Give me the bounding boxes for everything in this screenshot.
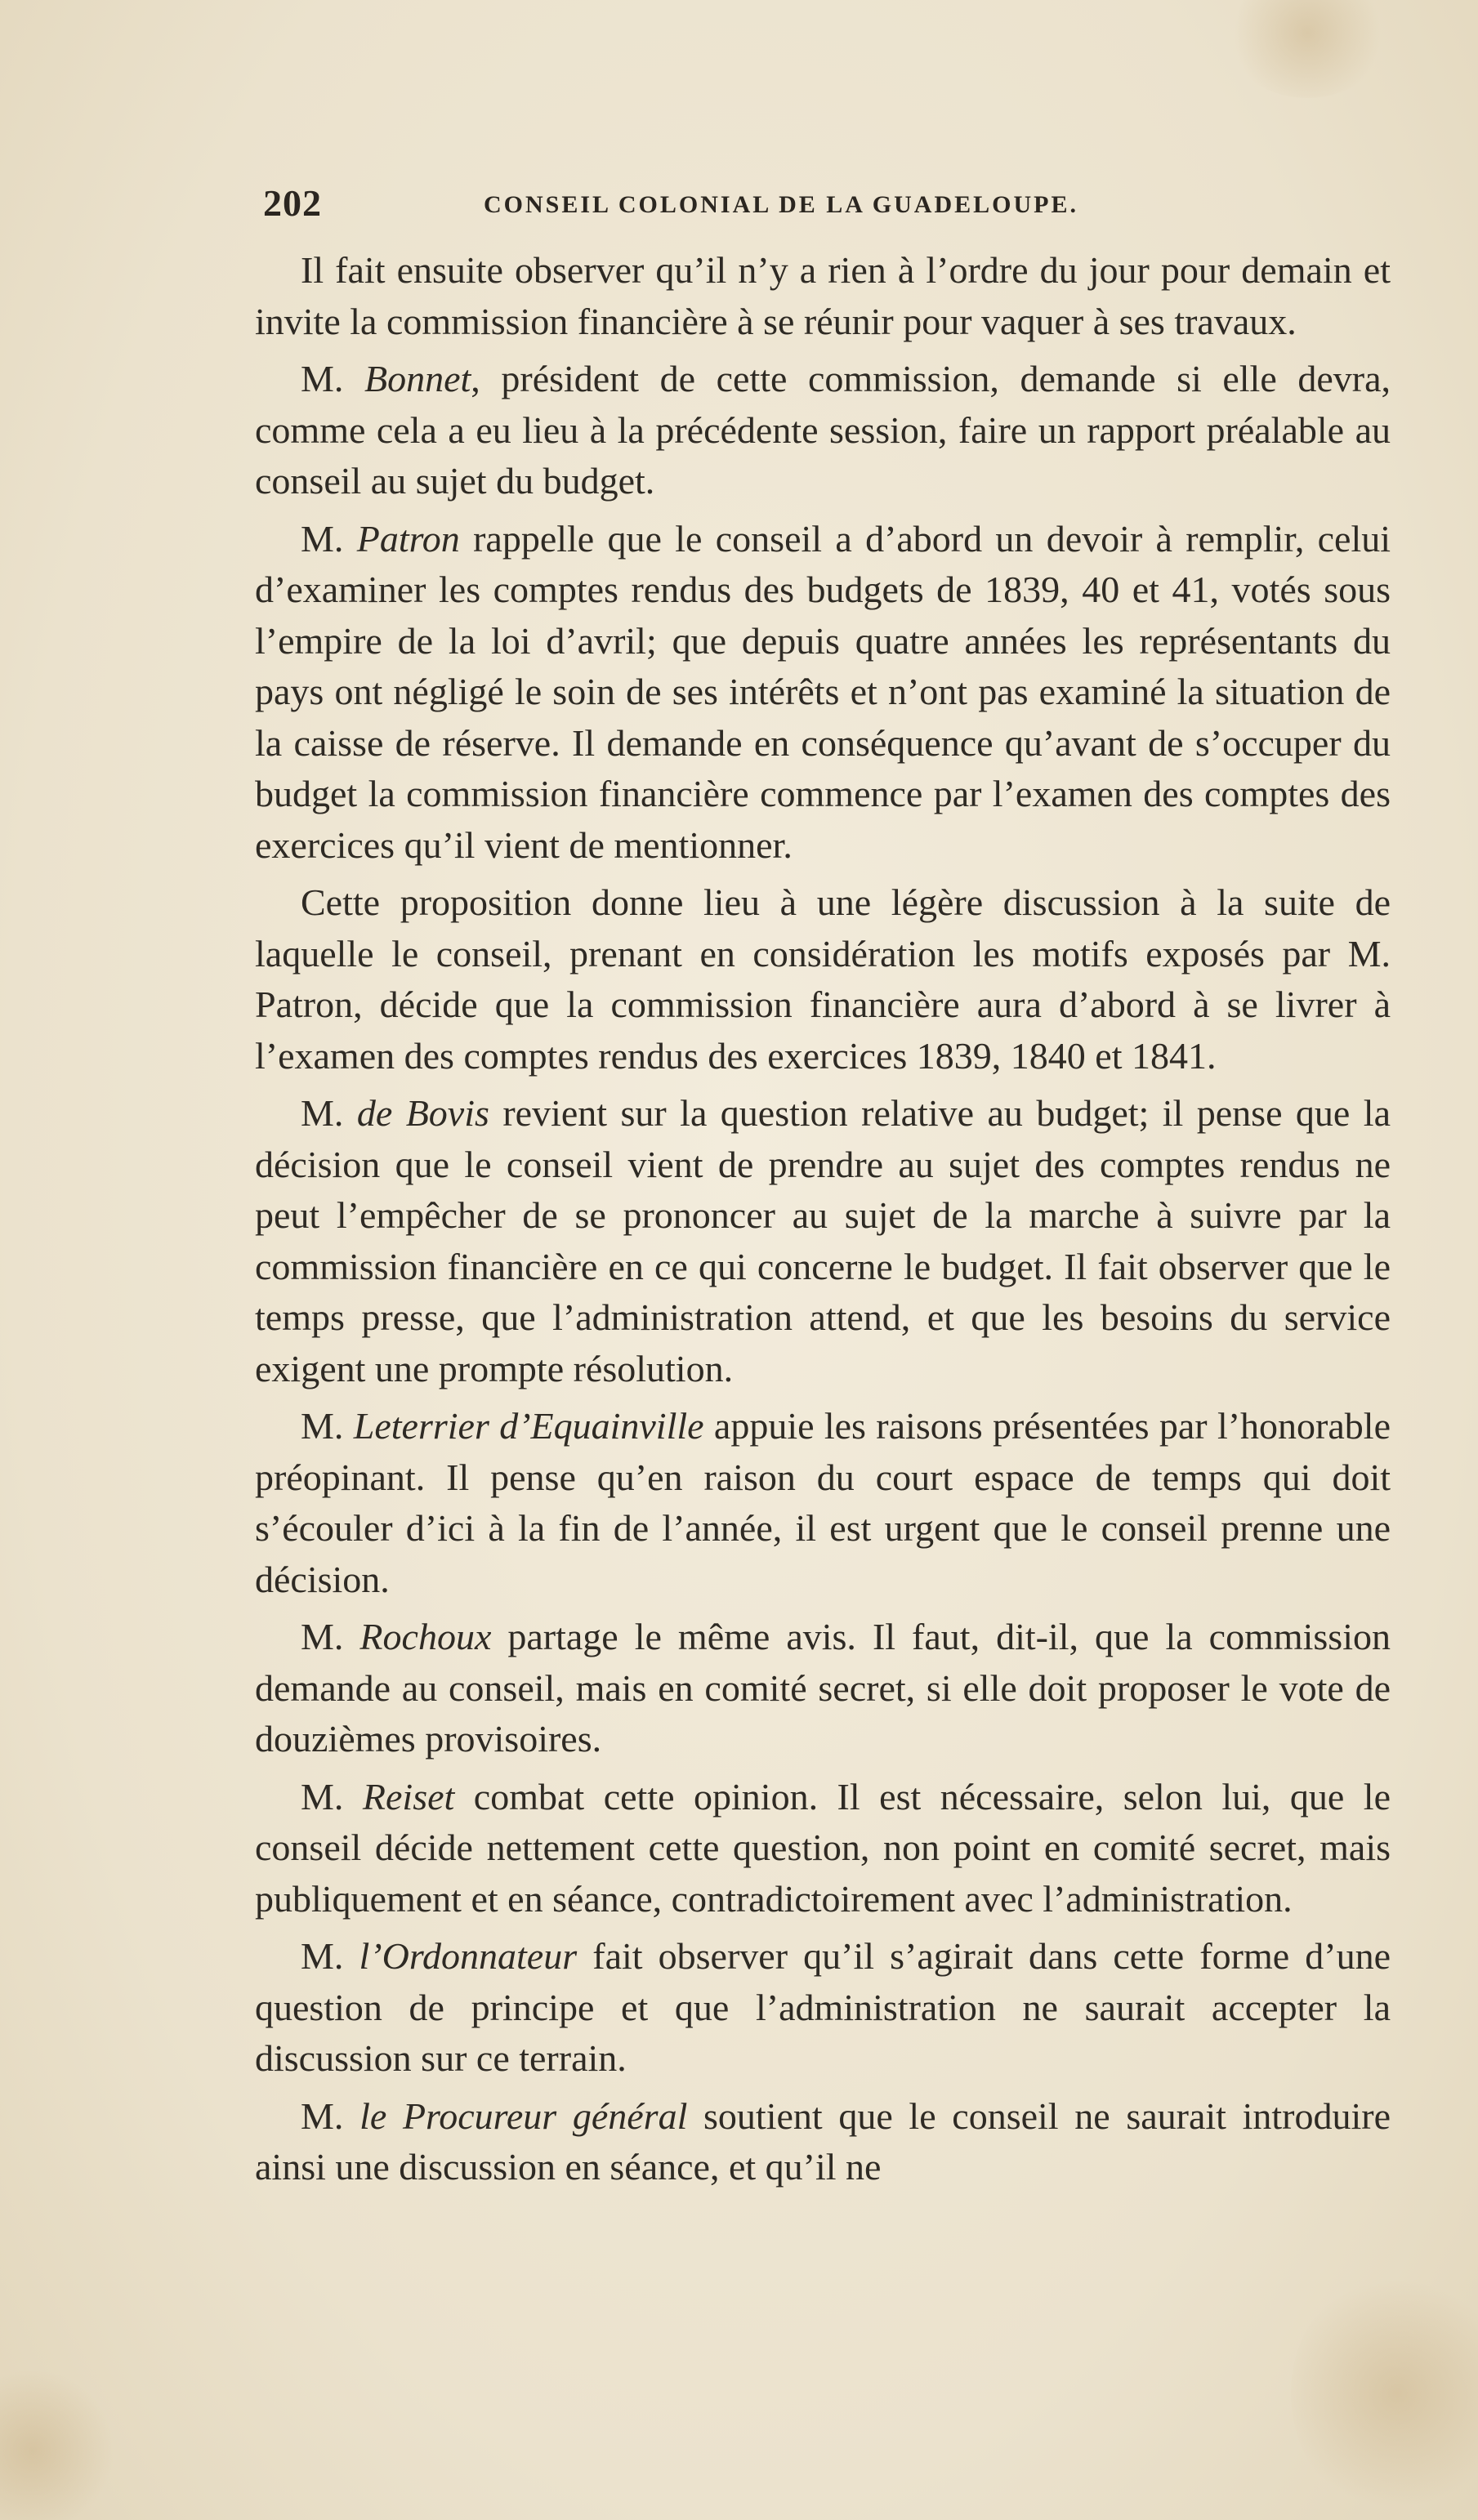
paragraph-prefix: M. [301,1935,359,1977]
paragraph-prefix: M. [301,358,364,399]
paragraph [255,1088,1391,1394]
paragraph [255,1931,1391,2085]
paragraph-prefix: M. [301,1616,360,1657]
paragraph-text: , président de cette commission, demande si elle devra, comme cela a eu lieu à la précédente session, faire un rapport préalable au conseil au sujet du budget. [255,358,1391,502]
page-header [263,181,1145,230]
paragraph-text: soutient que le conseil ne saurait introduire ainsi une discussion en séance, et qu’il ne [255,2094,1391,2188]
paragraph [255,514,1391,872]
speaker-name: Reiset [362,1775,455,1818]
paragraph-text: fait observer qu’il s’agirait dans cette forme d’une question de principe et que l’administration ne saurait accepter la discussion sur ce terrain. [255,1935,1391,2079]
paragraph-text: revient sur la question relative au budget; il pense que la décision que le conseil vient de prendre au sujet des comptes rendus ne peut l’empêcher de se prononcer au sujet de la marche à suivre par la commission financière en ce qui concerne le budget. Il fait observer que le temps presse, que l’administration attend, et que les besoins du service exigent une prompte résolution. [255,1092,1391,1389]
speaker-name: Rochoux [359,1616,492,1657]
running-title: CONSEIL COLONIAL DE LA GUADELOUPE. [484,191,1078,218]
paragraph [255,1612,1391,1765]
paragraph-text: partage le même avis. Il faut, dit-il, que la commission demande au conseil, mais en comité secret, si elle doit proposer le vote de douzièmes provisoires. [255,1616,1391,1760]
paragraph-text: rappelle que le conseil a d’abord un devoir à remplir, celui d’examiner les comptes rendus des budgets de 1839, 40 et 41, votés sous l’empire de la loi d’avril; que depuis quatre années les représentants du pays ont négligé le soin de ses intérêts et n’ont pas examiné la situation de la caisse de réserve. Il demande en conséquence qu’avant de s’occuper du budget la commission financière commence par l’examen des comptes des exercices qu’il vient de mentionner. [255,517,1391,866]
speaker-name: Bonnet [364,358,471,399]
paragraph-prefix: M. [301,1775,363,1818]
paragraph-text: combat cette opinion. Il est nécessaire, selon lui, que le conseil décide nettement cette question, non point en comité secret, mais publiquement et en séance, contradictoirement avec l’administration. [255,1775,1391,1920]
paragraph [255,245,1391,347]
speaker-name: l’Ordonnateur [359,1935,578,1977]
paragraph-prefix: M. [301,2094,360,2137]
paragraph [255,877,1391,1082]
speaker-name: de Bovis [356,1092,489,1134]
paragraph-text: Il fait ensuite observer qu’il n’y a rien à l’ordre du jour pour demain et invite la commission financière à se réunir pour vaquer à ses travaux. [255,249,1391,342]
paragraph-text: appuie les raisons présentées par l’honorable préopinant. Il pense qu’en raison du court espace de temps qui doit s’écouler d’ici à la fin de l’année, il est urgent que le conseil prenne une décision. [255,1405,1391,1600]
paragraph-prefix: M. [301,517,357,560]
paragraph [255,1401,1391,1605]
speaker-name: Leterrier d’Equainville [353,1405,704,1447]
speaker-name: le Procureur général [359,2094,688,2137]
speaker-name: Patron [356,517,460,560]
paragraph [255,354,1391,507]
paragraph [255,1772,1391,1925]
paragraph-prefix: M. [301,1405,354,1447]
paragraph-prefix: M. [301,1092,357,1134]
paragraph-text: Cette proposition donne lieu à une légère discussion à la suite de laquelle le conseil, prenant en considération les motifs exposés par M. Patron, décide que la commission financière aura d’abord à se livrer à l’examen des comptes rendus des exercices 1839, 1840 et 1841. [255,881,1391,1077]
page-number: 202 [263,182,322,224]
paragraph [255,2091,1391,2193]
body-text [255,245,1391,2200]
